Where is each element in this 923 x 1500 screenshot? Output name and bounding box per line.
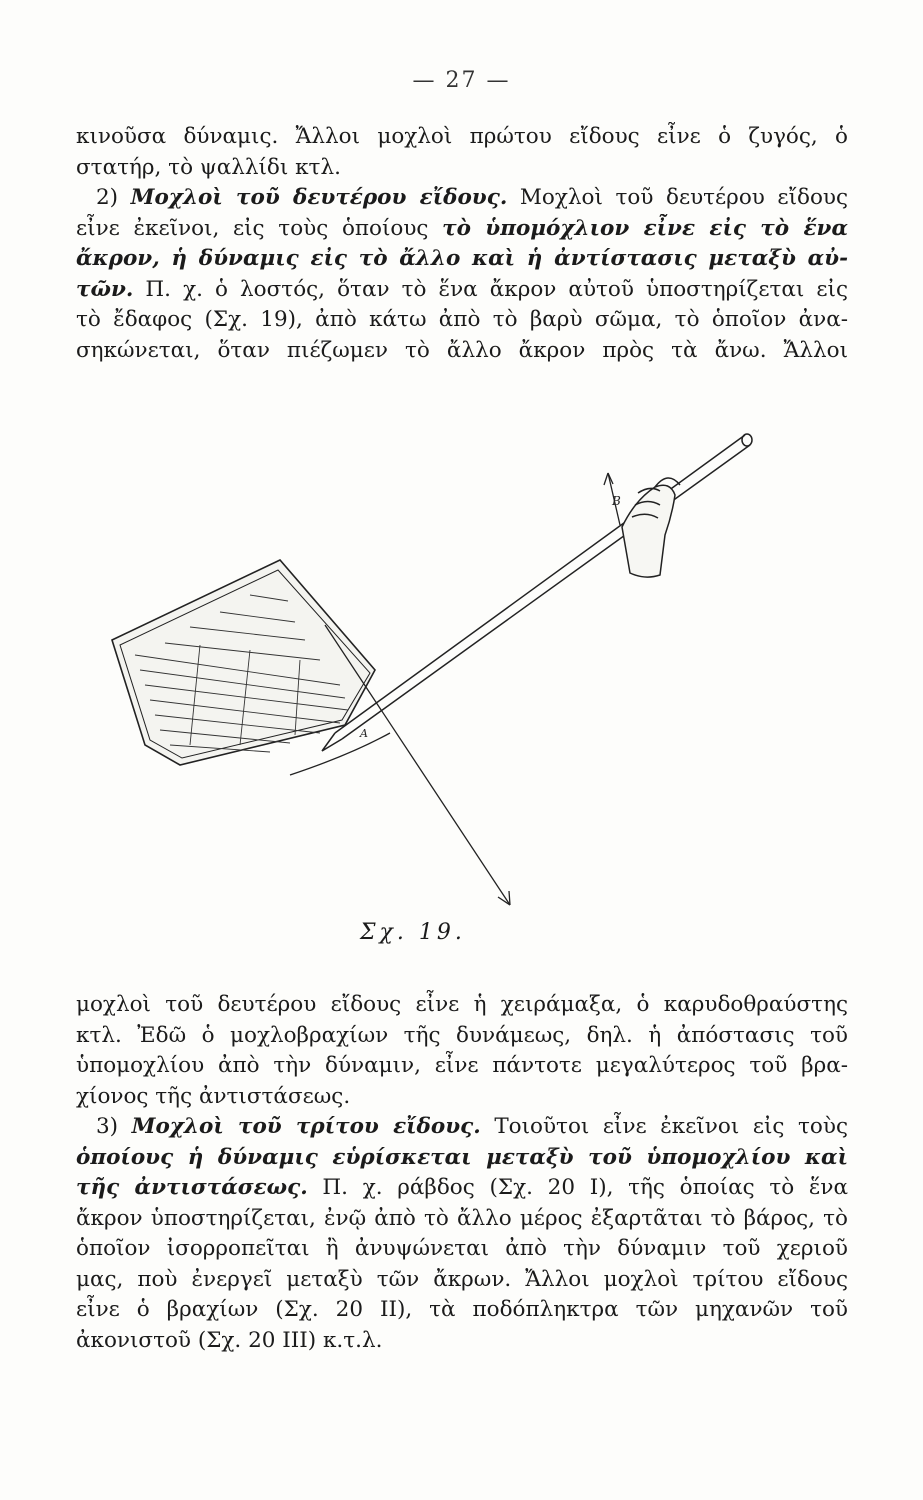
text-line: 2) Μοχλοὶ τοῦ δευτέρου εἴδους. Μοχλοὶ τοῦ δευτέρου εἴδους [96,185,848,210]
text-line: χίονος τῆς ἀντιστάσεως. [76,1083,351,1109]
text-line: 3) Μοχλοὶ τοῦ τρίτου εἴδους. Τοιοῦτοι εἶνε ἐκεῖνοι εἰς τοὺς [96,1114,848,1139]
text-line: ἀκονιστοῦ (Σχ. 20 ΙΙΙ) κ.τ.λ. [76,1327,383,1353]
section-heading: Μοχλοὶ τοῦ δευτέρου εἴδους. [130,185,508,210]
text-line: ὁποῖον ἰσορροπεῖται ἢ ἀνυψώνεται ἀπὸ τὴν δύναμιν τοῦ χεριοῦ [76,1236,848,1261]
crowbar-illustration [90,415,850,945]
figure-caption: Σχ. 19. [360,920,466,945]
section-heading: Μοχλοὶ τοῦ τρίτου εἴδους. [131,1114,481,1139]
label-b: B [612,494,621,508]
text-line: τὸ ἔδαφος (Σχ. 19), ἀπὸ κάτω ἀπὸ τὸ βαρὺ σῶμα, τὸ ὁποῖον ἀνα- [76,307,848,332]
figure-crowbar-lever [90,415,850,945]
load-arrow [325,625,510,905]
paragraph-second-class-levers [76,122,848,366]
text-line: τῶν. Π. χ. ὁ λοστός, ὅταν τὸ ἕνα ἄκρον αὐτοῦ ὑποστηρίζεται εἰς [76,276,848,302]
text-line: τῆς ἀντιστάσεως. Π. χ. ράβδος (Σχ. 20 Ι), τῆς ὁποίας τὸ ἕνα [76,1175,848,1200]
text-line: μοχλοὶ τοῦ δευτέρου εἴδους εἶνε ἡ χειράμαξα, ὁ καρυδοθραύστης [76,992,848,1017]
hand [622,478,680,577]
text-line: ἄκρον ὑποστηρίζεται, ἐνῷ ἀπὸ τὸ ἄλλο μέρος ἐξαρτᾶται τὸ βάρος, τὸ [76,1205,848,1231]
text-line: εἶνε ὁ βραχίων (Σχ. 20 ΙΙ), τὰ ποδόπληκτρα τῶν μηχανῶν τοῦ [76,1297,848,1322]
text-line: σηκώνεται, ὅταν πιέζωμεν τὸ ἄλλο ἄκρον πρὸς τὰ ἄνω. Ἄλλοι [76,337,848,363]
paragraph-third-class-levers [76,990,848,1356]
text-line: ἄκρον, ἡ δύναμις εἰς τὸ ἄλλο καὶ ἡ ἀντίστασις μεταξὺ αὐ- [76,246,848,271]
crowbar [322,434,752,751]
text-line: μας, ποὺ ἐνεργεῖ μεταξὺ τῶν ἄκρων. Ἄλλοι μοχλοὶ τρίτου εἴδους [76,1266,848,1292]
heavy-block [112,560,375,765]
ground-line [290,733,390,775]
text-line: κτλ. Ἐδῶ ὁ μοχλοβραχίων τῆς δυνάμεως, δηλ. ἡ ἀπόστασις τοῦ [76,1022,848,1048]
text-line: στατήρ, τὸ ψαλλίδι κτλ. [76,154,341,180]
label-a: A [360,727,368,740]
text-line: ὁποίους ἡ δύναμις εὑρίσκεται μεταξὺ τοῦ ὑπομοχλίου καὶ [76,1144,848,1170]
text-line: ὑπομοχλίου ἀπὸ τὴν δύναμιν, εἶνε πάντοτε μεγαλύτερος τοῦ βρα- [76,1053,848,1078]
page-number: — 27 — [412,68,511,93]
text-line: εἶνε ἐκεῖνοι, εἰς τοὺς ὁποίους τὸ ὑπομόχλιον εἶνε εἰς τὸ ἕνα [76,215,848,241]
text-line: κινοῦσα δύναμις. Ἄλλοι μοχλοὶ πρώτου εἴδους εἶνε ὁ ζυγός, ὁ [76,124,848,149]
